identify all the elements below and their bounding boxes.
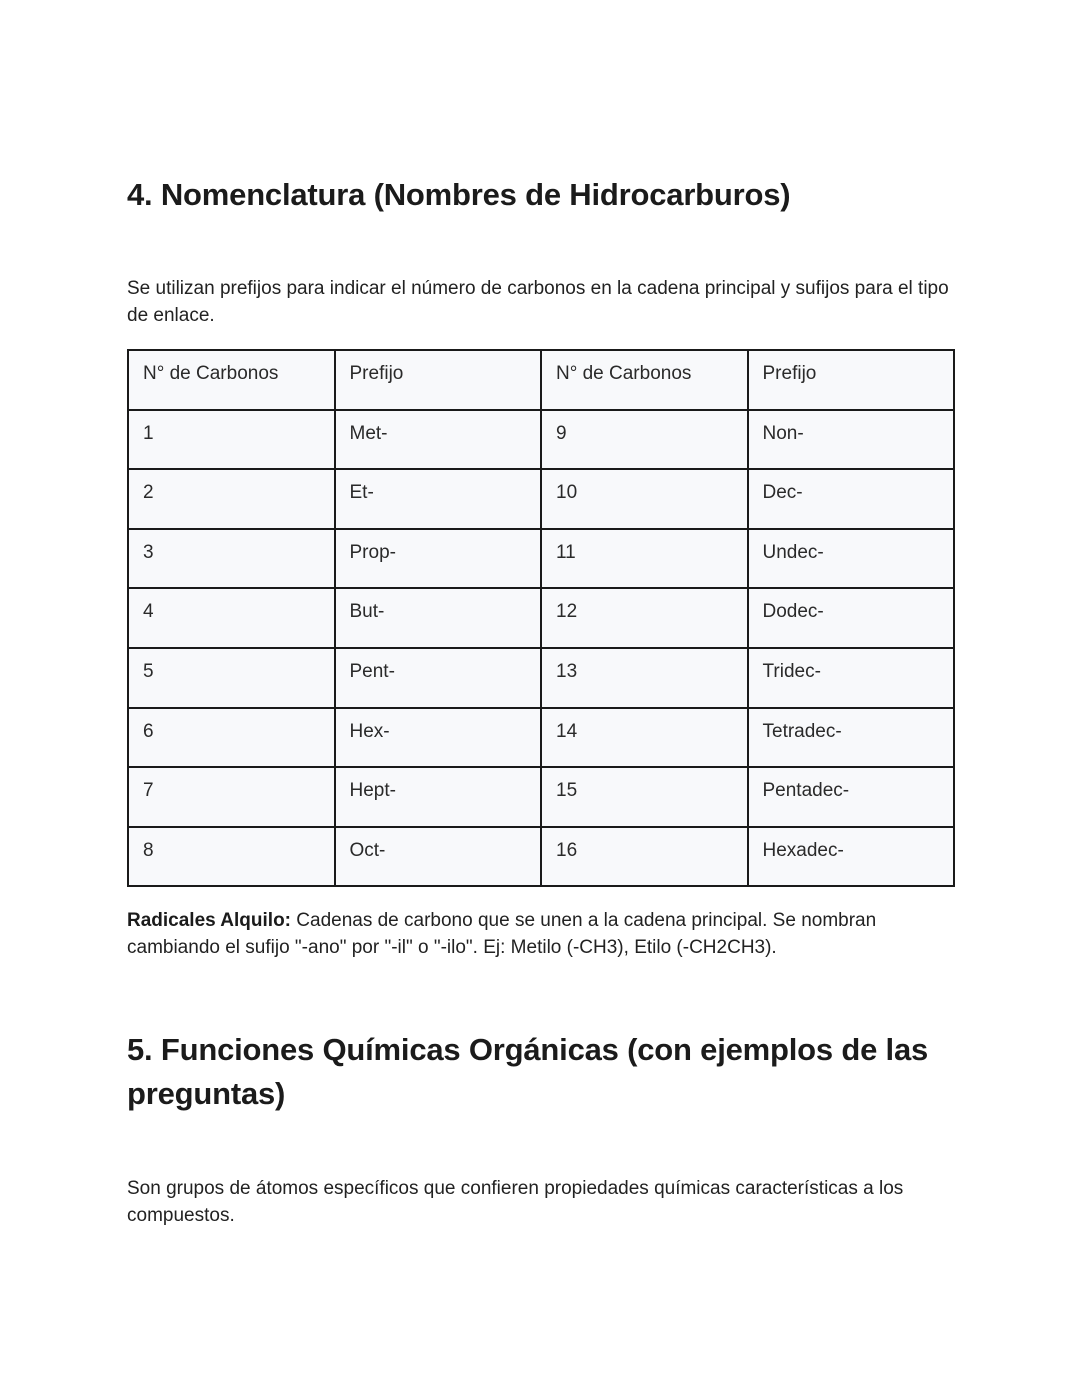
table-cell: 5: [128, 648, 335, 708]
table-cell: Tetradec-: [748, 708, 955, 768]
table-cell: Prop-: [335, 529, 542, 589]
section-4-intro: Se utilizan prefijos para indicar el número de carbonos en la cadena principal y sufijos para el tipo de enlace.: [127, 278, 949, 326]
table-cell: Undec-: [748, 529, 955, 589]
table-cell: 7: [128, 767, 335, 827]
table-cell: 10: [541, 469, 748, 529]
table-cell: 8: [128, 827, 335, 887]
table-cell: Hept-: [335, 767, 542, 827]
table-cell: 11: [541, 529, 748, 589]
radicales-note: [127, 908, 955, 961]
table-header-row: [128, 350, 954, 410]
table-cell: 13: [541, 648, 748, 708]
header-cell: Prefijo: [335, 350, 542, 410]
table-cell: Dec-: [748, 469, 955, 529]
table-row: [128, 708, 954, 768]
table-cell: 12: [541, 588, 748, 648]
prefix-table: [127, 349, 955, 887]
table-cell: 1: [128, 410, 335, 470]
table-cell: 14: [541, 708, 748, 768]
table-cell: Tridec-: [748, 648, 955, 708]
table-cell: Pent-: [335, 648, 542, 708]
table-cell: Hexadec-: [748, 827, 955, 887]
table-cell: 16: [541, 827, 748, 887]
table-cell: Dodec-: [748, 588, 955, 648]
note-label: Radicales Alquilo:: [127, 910, 291, 931]
table-cell: Hex-: [335, 708, 542, 768]
table-cell: 2: [128, 469, 335, 529]
section-5-heading: 5. Funciones Químicas Orgánicas (con ejemplos de las preguntas): [127, 1032, 929, 1111]
table-row: [128, 410, 954, 470]
table-row: [128, 529, 954, 589]
header-cell: Prefijo: [748, 350, 955, 410]
header-cell: N° de Carbonos: [128, 350, 335, 410]
table-cell: 4: [128, 588, 335, 648]
table-cell: But-: [335, 588, 542, 648]
note-text: Cadenas de carbono que se unen a la cadena principal. Se nombran cambiando el sufijo "-ano" por "-il" o "-ilo". Ej: Metilo (-CH3), Etilo (-CH2CH3).: [127, 910, 877, 958]
section-4-heading: 4. Nomenclatura (Nombres de Hidrocarburos): [127, 177, 791, 212]
table-cell: Met-: [335, 410, 542, 470]
section-5-intro: Son grupos de átomos específicos que confieren propiedades químicas características a los compuestos.: [127, 1178, 904, 1226]
table-row: [128, 827, 954, 887]
table-row: [128, 469, 954, 529]
header-cell: N° de Carbonos: [541, 350, 748, 410]
table-cell: 15: [541, 767, 748, 827]
table-row: [128, 767, 954, 827]
table-cell: Oct-: [335, 827, 542, 887]
table-cell: Pentadec-: [748, 767, 955, 827]
table-cell: Non-: [748, 410, 955, 470]
table-row: [128, 648, 954, 708]
table-cell: 9: [541, 410, 748, 470]
table-cell: Et-: [335, 469, 542, 529]
table-cell: 6: [128, 708, 335, 768]
table-row: [128, 588, 954, 648]
table-cell: 3: [128, 529, 335, 589]
